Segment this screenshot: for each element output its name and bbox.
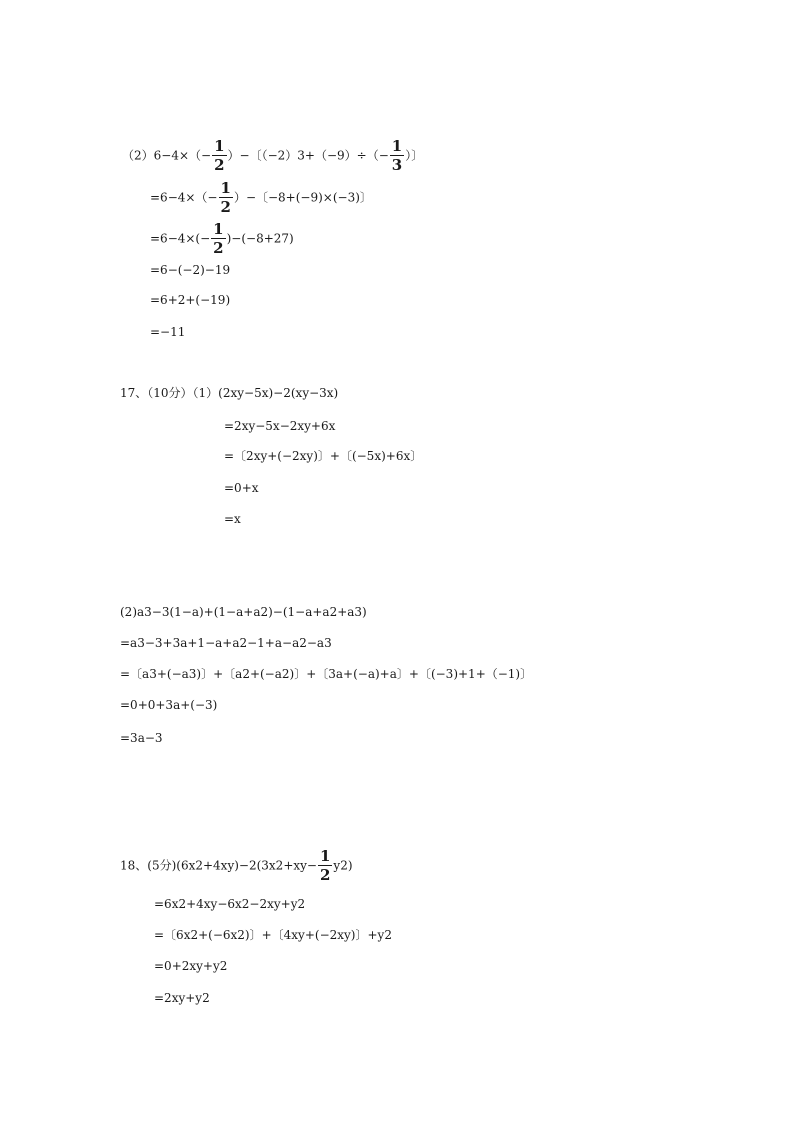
p16-step-4: =6−(−2)−19 [150,263,231,277]
fraction-one-half: $\frac{1}{2}$ [220,179,231,216]
p16-step-6: =−11 [150,325,186,339]
fraction-one-third: $\frac{1}{3}$ [391,137,403,174]
p16-step-2-part-b: ）−〔−8+(−9)×(−3)〕 [233,190,372,205]
p18-heading-part-b: y2) [333,858,353,873]
p17b-step-3: =〔a3+(−a3)〕+〔a2+(−a2)〕+〔3a+(−a)+a〕+〔(−3)+1+（−1)〕 [120,667,533,681]
p17-step-4: =0+x [224,481,259,495]
p16-step-1 [122,139,423,173]
p16-step-2 [150,181,372,215]
p16-step-1-part-b: ）−〔（−2）3+（−9）÷（− [227,148,389,163]
p17-step-5: =x [224,512,241,526]
p16-step-3-part-b: )−(−8+27) [226,231,294,246]
p18-heading [120,849,353,883]
p17-heading: 17、（10分）（1）(2xy−5x)−2(xy−3x) [120,386,339,400]
p18-step-4: =0+2xy+y2 [154,959,228,973]
p17b-heading: (2)a3−3(1−a)+(1−a+a2)−(1−a+a2+a3) [120,605,367,619]
p16-step-3 [150,222,294,256]
fraction-one-half: $\frac{1}{2}$ [214,137,225,174]
p17b-step-5: =3a−3 [120,731,163,745]
p17-step-3: =〔2xy+(−2xy)〕+〔(−5x)+6x〕 [224,449,423,463]
p18-step-5: =2xy+y2 [154,991,210,1005]
p18-step-3: =〔6x2+(−6x2)〕+〔4xy+(−2xy)〕+y2 [154,928,392,942]
p18-heading-part-a: 18、(5分)(6x2+4xy)−2(3x2+xy− [120,858,317,873]
p16-step-5: =6+2+(−19) [150,293,231,307]
fraction-one-half: $\frac{1}{2}$ [319,847,331,884]
p16-step-1-part-a: （2）6−4×（− [122,148,212,163]
p18-step-2: =6x2+4xy−6x2−2xy+y2 [154,897,306,911]
p17b-step-2: =a3−3+3a+1−a+a2−1+a−a2−a3 [120,636,332,650]
p16-step-1-part-c: ）〕 [405,148,424,163]
fraction-one-half: $\frac{1}{2}$ [213,220,224,257]
p17-step-2: =2xy−5x−2xy+6x [224,419,336,433]
p17b-step-4: =0+0+3a+(−3) [120,698,218,712]
p16-step-3-part-a: =6−4×(− [150,231,211,246]
p16-step-2-part-a: =6−4×（− [150,190,218,205]
